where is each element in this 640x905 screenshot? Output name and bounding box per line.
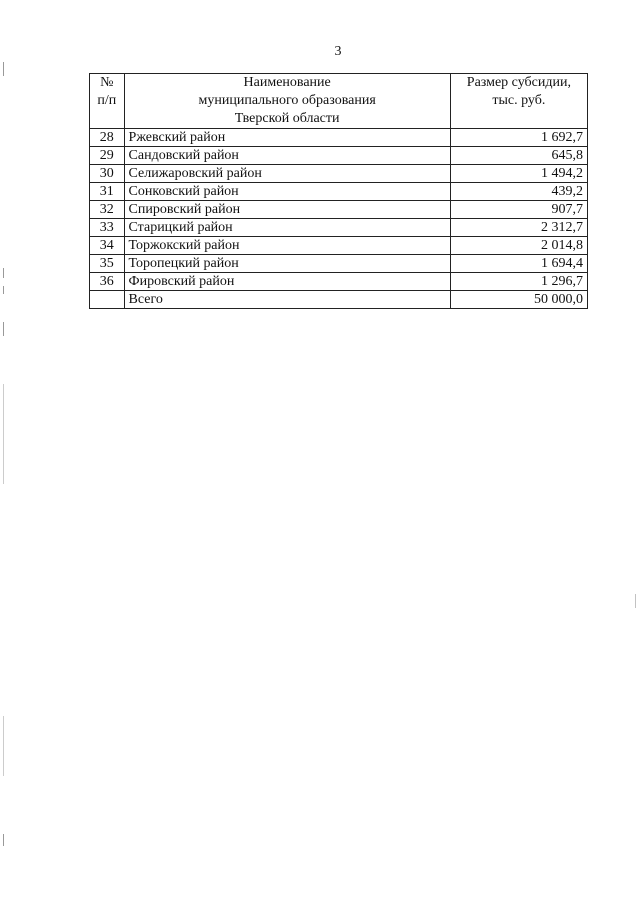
table-total-row — [90, 291, 588, 309]
scan-edge-mark — [635, 594, 636, 608]
total-num — [90, 291, 125, 309]
table-row — [90, 183, 588, 201]
row-amount: 1 692,7 — [450, 129, 587, 147]
row-amount: 1 694,4 — [450, 255, 587, 273]
row-num: 31 — [90, 183, 125, 201]
row-name: Старицкий район — [124, 219, 450, 237]
table-row — [90, 273, 588, 291]
total-label: Всего — [124, 291, 450, 309]
row-name: Ржевский район — [124, 129, 450, 147]
header-name-line: Наименование — [243, 75, 331, 90]
table-row — [90, 129, 588, 147]
table-row — [90, 165, 588, 183]
row-num: 32 — [90, 201, 125, 219]
subsidy-table — [89, 73, 588, 309]
scan-edge-mark — [3, 834, 4, 846]
table-row — [90, 237, 588, 255]
row-num: 35 — [90, 255, 125, 273]
header-amount-line: тыс. руб. — [492, 93, 546, 108]
table-row — [90, 219, 588, 237]
table-row — [90, 147, 588, 165]
header-name — [124, 74, 450, 129]
scan-edge-mark — [3, 322, 4, 336]
row-name: Торжокский район — [124, 237, 450, 255]
page-number: 3 — [334, 44, 342, 59]
row-num: 28 — [90, 129, 125, 147]
row-amount: 1 494,2 — [450, 165, 587, 183]
row-name: Спировский район — [124, 201, 450, 219]
row-num: 36 — [90, 273, 125, 291]
row-amount: 2 312,7 — [450, 219, 587, 237]
table-row — [90, 201, 588, 219]
header-name-line: Тверской области — [234, 111, 340, 126]
header-amount — [450, 74, 587, 129]
row-amount: 907,7 — [450, 201, 587, 219]
row-num: 34 — [90, 237, 125, 255]
row-name: Торопецкий район — [124, 255, 450, 273]
row-name: Фировский район — [124, 273, 450, 291]
header-num-line: п/п — [97, 93, 117, 108]
scan-edge-mark — [3, 268, 4, 278]
scan-edge-mark — [3, 286, 4, 294]
header-num — [90, 74, 125, 129]
table-header-row — [90, 74, 588, 129]
scan-edge-mark — [3, 62, 4, 76]
row-amount: 2 014,8 — [450, 237, 587, 255]
row-name: Селижаровский район — [124, 165, 450, 183]
row-amount: 645,8 — [450, 147, 587, 165]
row-amount: 439,2 — [450, 183, 587, 201]
row-num: 30 — [90, 165, 125, 183]
table-row — [90, 255, 588, 273]
total-amount: 50 000,0 — [450, 291, 587, 309]
header-name-line: муниципального образования — [198, 93, 376, 108]
scan-edge-mark — [3, 384, 4, 484]
row-name: Сандовский район — [124, 147, 450, 165]
row-amount: 1 296,7 — [450, 273, 587, 291]
scan-edge-mark — [3, 716, 4, 776]
row-num: 33 — [90, 219, 125, 237]
row-num: 29 — [90, 147, 125, 165]
row-name: Сонковский район — [124, 183, 450, 201]
header-amount-line: Размер субсидии, — [466, 75, 571, 90]
header-num-line: № — [100, 75, 114, 90]
